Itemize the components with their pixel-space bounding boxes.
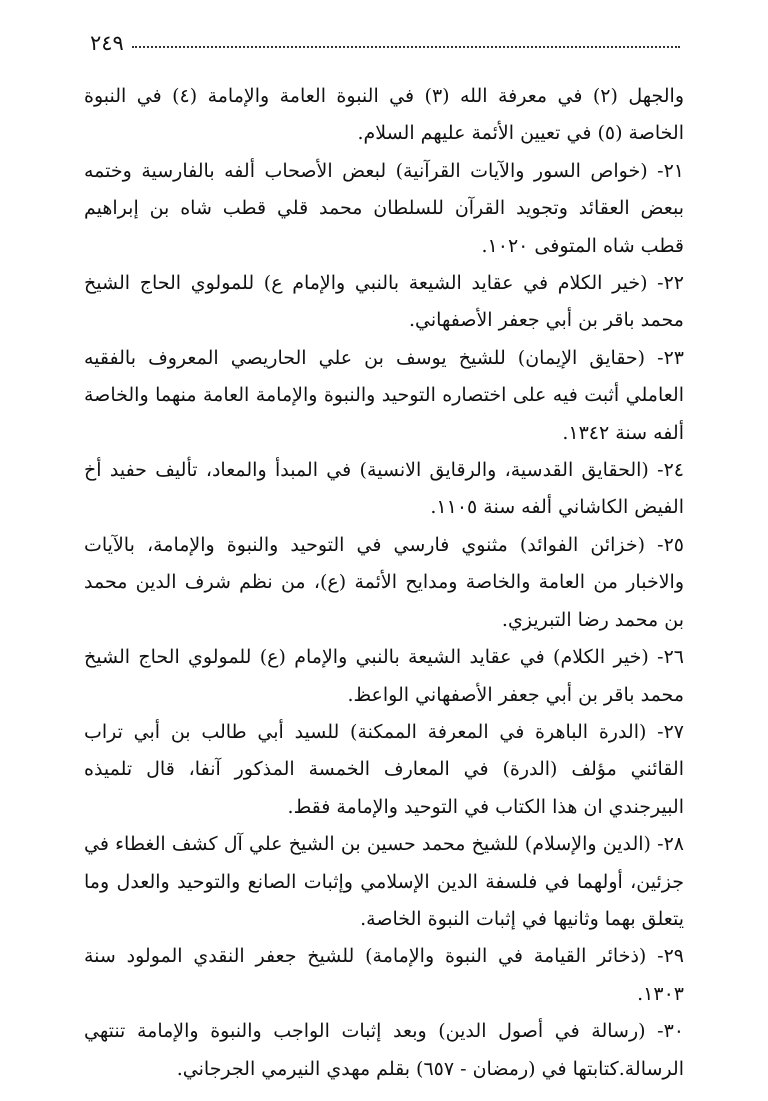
page-number: ٢٤٩ xyxy=(90,31,124,55)
paragraph: ٢٦- (خير الكلام) في عقايد الشيعة بالنبي والإمام (ع) للمولوي الحاج الشيخ محمد باقر بن أبي جعفر الأصفهاني الواعظ. xyxy=(84,646,684,706)
paragraph: ٢٥- (خزائن الفوائد) مثنوي فارسي في التوحيد والنبوة والإمامة، بالآيات والاخبار من العامة والخاصة ومدايح الأئمة (ع)، من نظم شرف الدين محمد بن محمد رضا التبريزي. xyxy=(84,533,684,631)
paragraph: ٢٤- (الحقايق القدسية، والرقايق الانسية) في المبدأ والمعاد، تأليف حفيد أخ الفيض الكاشاني ألفه سنة ١١٠٥. xyxy=(84,459,684,519)
paragraph: ٢٩- (ذخائر القيامة في النبوة والإمامة) للشيخ جعفر النقدي المولود سنة ١٣٠٣. xyxy=(84,945,684,1005)
paragraph: ٢١- (خواص السور والآيات القرآنية) لبعض الأصحاب ألفه بالفارسية وختمه ببعض العقائد وتجويد القرآن للسلطان محمد قلي قطب شاه بن إبراهيم قطب شاه المتوفى ١٠٢٠. xyxy=(84,159,684,257)
paragraph: ٢٧- (الدرة الباهرة في المعرفة الممكنة) للسيد أبي طالب بن أبي تراب القائني مؤلف (الدرة) في المعارف الخمسة المذكور آنفا، قال تلميذه البيرجندي ان هذا الكتاب في التوحيد والإمامة فقط. xyxy=(84,720,684,818)
page-body xyxy=(84,78,684,1088)
page-header xyxy=(90,28,680,58)
paragraph: ٣٠- (رسالة في أصول الدين) وبعد إثبات الواجب والنبوة والإمامة تنتهي الرسالة.كتابتها في (رمضان - ٦٥٧) بقلم مهدي النيرمي الجرجاني. xyxy=(84,1020,684,1080)
paragraph: ٢٨- (الدين والإسلام) للشيخ محمد حسين بن الشيخ علي آل كشف الغطاء في جزئين، أولهما في فلسفة الدين الإسلامي وإثبات الصانع والتوحيد والعدل وما يتعلق بهما وثانيها في إثبات النبوة الخاصة. xyxy=(84,833,684,930)
paragraph: والجهل (٢) في معرفة الله (٣) في النبوة العامة والإمامة (٤) في النبوة الخاصة (٥) في تعيين الأئمة عليهم السلام. xyxy=(84,85,684,145)
paragraph: ٢٣- (حقايق الإيمان) للشيخ يوسف بن علي الحاريصي المعروف بالفقيه العاملي أثبت فيه على اختصاره التوحيد والنبوة والإمامة العامة منهما والخاصة ألفه سنة ١٣٤٢. xyxy=(84,346,684,444)
header-dotted-rule xyxy=(132,46,680,48)
paragraph: ٢٢- (خير الكلام في عقايد الشيعة بالنبي والإمام ع) للمولوي الحاج الشيخ محمد باقر بن أبي جعفر الأصفهاني. xyxy=(84,272,684,332)
